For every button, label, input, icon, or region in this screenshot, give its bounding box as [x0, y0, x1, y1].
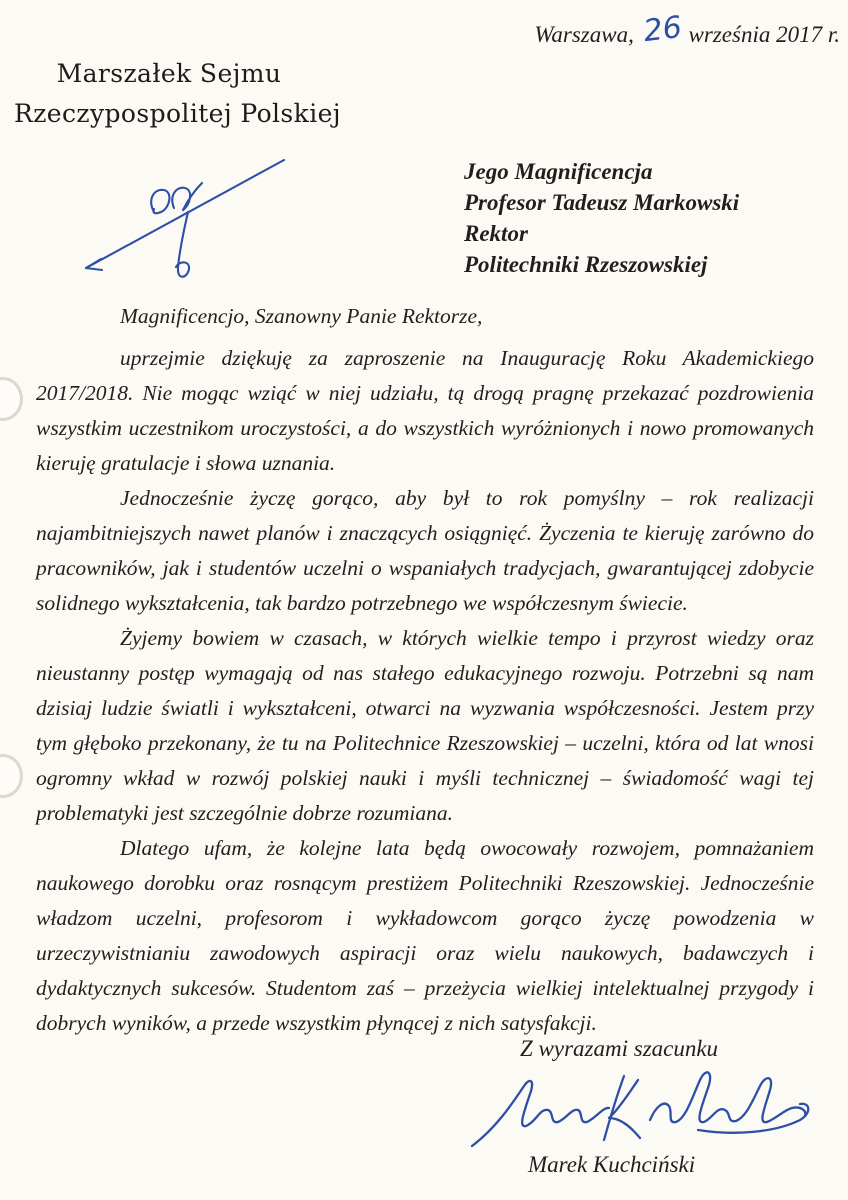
- letterhead-line1: Marszałek Sejmu: [56, 59, 282, 88]
- dateline-handwritten-day: 26: [641, 9, 684, 50]
- addressee-line: Politechniki Rzeszowskiej: [464, 252, 708, 277]
- addressee-line: Rektor: [464, 221, 528, 246]
- signer-name: Marek Kuchciński: [528, 1152, 696, 1177]
- addressee-line: Profesor Tadeusz Markowski: [464, 190, 740, 215]
- letter-body: [36, 299, 814, 1041]
- handwritten-signature-icon: [466, 1064, 818, 1160]
- dateline-rest: września 2017 r.: [688, 22, 840, 47]
- dateline: [534, 9, 840, 50]
- addressee-block: [464, 156, 739, 280]
- body-paragraph: Jednocześnie życzę gorąco, aby był to rok pomyślny – rok realizacji najambitniejszych nawet planów i znaczących osiągnięć. Życzenia te kieruję zarówno do pracowników, jak i studentów uczelni o wspaniałych tradycjach, gwarantującej zdobycie solidnego wykształcenia, tak bardzo potrzebnego we współczesnym świecie.: [36, 486, 814, 615]
- punch-hole-artifact: [0, 377, 23, 421]
- letterhead: [14, 54, 341, 134]
- valediction: Z wyrazami szacunku: [520, 1036, 719, 1061]
- body-paragraph: Żyjemy bowiem w czasach, w których wielkie tempo i przyrost wiedzy oraz nieustanny postęp wymagają od nas stałego edukacyjnego rozwoju. Potrzebni są nam dzisiaj ludzie światli i wykształceni, otwarci na wyzwania współczesności. Jestem przy tym głęboko przekonany, że tu na Politechnice Rzeszowskiej – uczelni, która od lat wnosi ogromny wkład w rozwój polskiej nauki i myśli technicznej – świadomość wagi tej problematyki jest szczególnie dobrze rozumiana.: [36, 626, 814, 825]
- salutation: Magnificencjo, Szanowny Panie Rektorze,: [120, 304, 483, 328]
- dateline-city: Warszawa,: [534, 22, 634, 47]
- handwritten-paraph-icon: [70, 146, 292, 288]
- addressee-line: Jego Magnificencja: [464, 159, 653, 184]
- body-paragraph: uprzejmie dziękuję za zaproszenie na Inaugurację Roku Akademickiego 2017/2018. Nie mogąc wziąć w niej udziału, tą drogą pragnę przekazać pozdrowienia wszystkim uczestnikom uroczystości, a do wszystkich wyróżnionych i nowo promowanych kieruję gratulacje i słowa uznania.: [36, 346, 814, 475]
- body-paragraph: Dlatego ufam, że kolejne lata będą owocowały rozwojem, pomnażaniem naukowego dorobku oraz rosnącym prestiżem Politechniki Rzeszowskiej. Jednocześnie władzom uczelni, profesorom i wykładowcom gorąco życzę powodzenia w urzeczywistnianiu zawodowych aspiracji oraz wielu naukowych, badawczych i dydaktycznych sukcesów. Studentom zaś – przeżycia wielkiej intelektualnej przygody i dobrych wyników, a przede wszystkim płynącej z nich satysfakcji.: [36, 836, 814, 1035]
- letterhead-line2: Rzeczypospolitej Polskiej: [14, 99, 341, 128]
- punch-hole-artifact: [0, 754, 23, 798]
